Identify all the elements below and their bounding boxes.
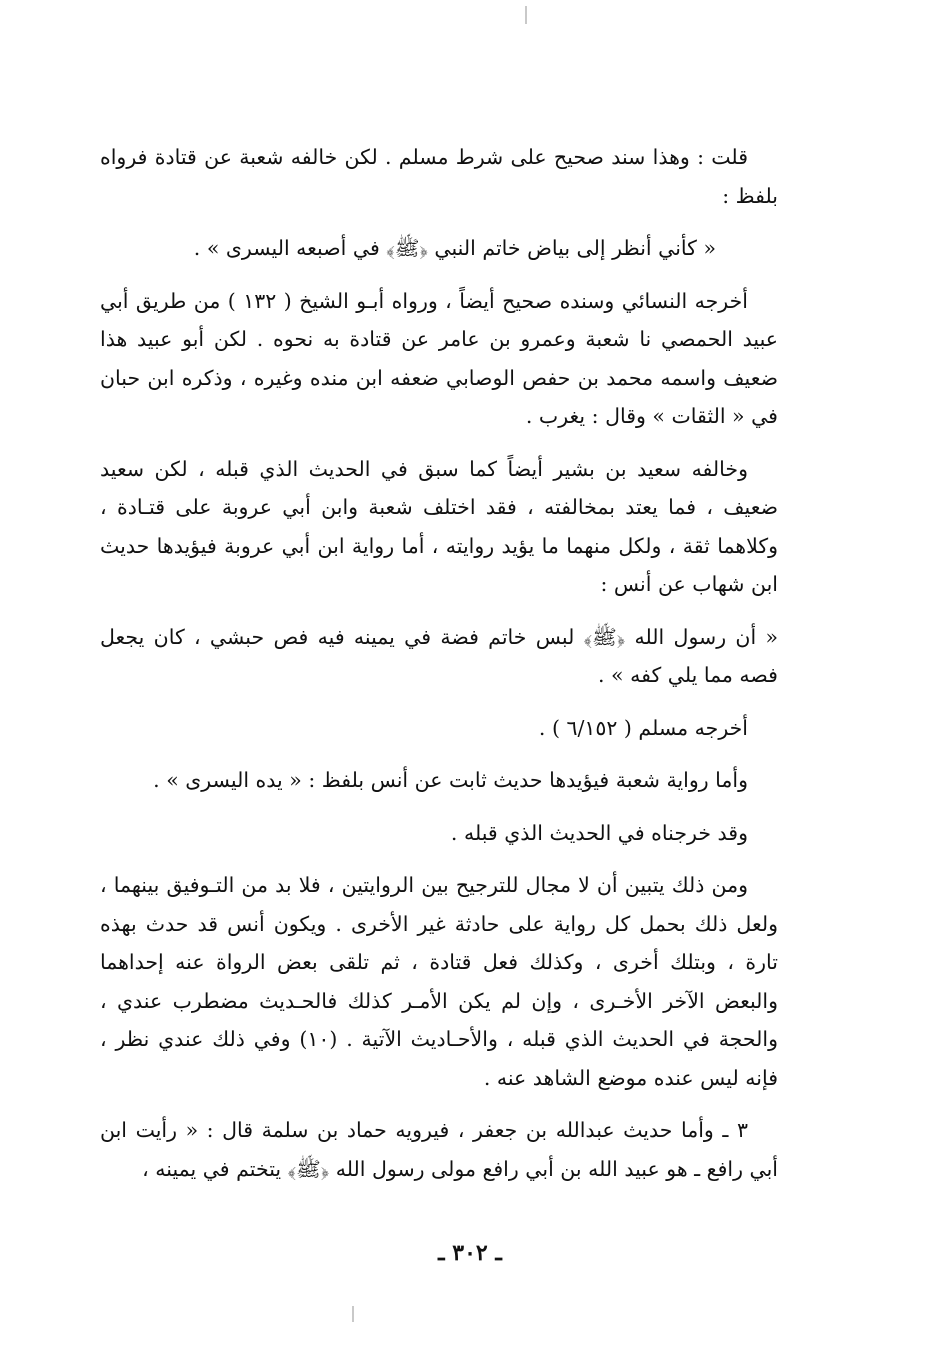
paragraph-2: أخرجه النسائي وسنده صحيح أيضاً ، ورواه أبـو الشيخ ( ١٣٢ ) من طريق أبي عبيد الحمصي نا شعبة وعمرو بن عامر عن قتادة به نحوه . لكن أبو عبيد هذا ضعيف واسمه محمد بن حفص الوصابي ضعفه ابن منده وغيره ، وذكره ابن حبان في « الثقات » وقال : يغرب . (100, 288, 778, 428)
paragraph-4: أخرجه مسلم ( ٦/١٥٢ ) . (538, 715, 748, 740)
page-number: ـ ٣٠٢ ـ (438, 1240, 502, 1266)
paragraph-5: وأما رواية شعبة فيؤيدها حديث ثابت عن أنس بلفظ : « يده اليسرى » . (153, 768, 748, 792)
scan-mark-top (525, 6, 527, 24)
scan-mark-bottom (352, 1306, 354, 1322)
quote-paragraph-1: « كأني أنظر إلى بياض خاتم النبي ﴿ﷺ﴾ في أصبعه اليسرى » . (193, 236, 716, 260)
paragraph-6: وقد خرجناه في الحديث الذي قبله . (450, 820, 748, 845)
paragraph-7: ومن ذلك يتبين أن لا مجال للترجيح بين الروايتين ، فلا بد من التـوفيق بينهما ، ولعل ذلك بحمل كل رواية على حادثة غير الأخرى . ويكون أنس قد حدث بهذه تارة ، وبتلك أخرى ، وكذلك فعل قتادة ، ثم تلقى بعض الرواة عنه إحداهما والبعض الآخر الأخـرى ، وإن لم يكن الأمـر كذلك فالحـديث مضطرب عندي ، والحجة في الحديث الذي قبله ، والأحـاديث الآتية . (١٠) وفي ذلك عندي نظر ، فإنه ليس عنده موضع الشاهد عنه . (100, 873, 778, 1090)
paragraph-3: وخالفه سعيد بن بشير أيضاً كما سبق في الحديث الذي قبله ، لكن سعيد ضعيف ، فما يعتد بمخالفته ، فقد اختلف شعبة وابن أبي عروبة على قتـادة ، وكلاهما ثقة ، ولكل منهما ما يؤيد روايته ، أما رواية ابن أبي عروبة فيؤيدها حديث ابن شهاب عن أنس : (100, 456, 778, 596)
quote-paragraph-2: « أن رسول الله ﴿ﷺ﴾ لبس خاتم فضة في يمينه فيه فص حبشي ، كان يجعل فصه مما يلي كفه » . (100, 624, 778, 687)
body-text (100, 138, 778, 1202)
paragraph-8: ٣ ـ وأما حديث عبدالله بن جعفر ، فيرويه حماد بن سلمة قال : « رأيت ابن أبي رافع ـ هو عبيد الله بن أبي رافع مولى رسول الله ﴿ﷺ﴾ يتختم في يمينه ، (100, 1118, 778, 1181)
paragraph-1: قلت : وهذا سند صحيح على شرط مسلم . لكن خالفه شعبة عن قتادة فرواه بلفظ : (100, 145, 778, 208)
